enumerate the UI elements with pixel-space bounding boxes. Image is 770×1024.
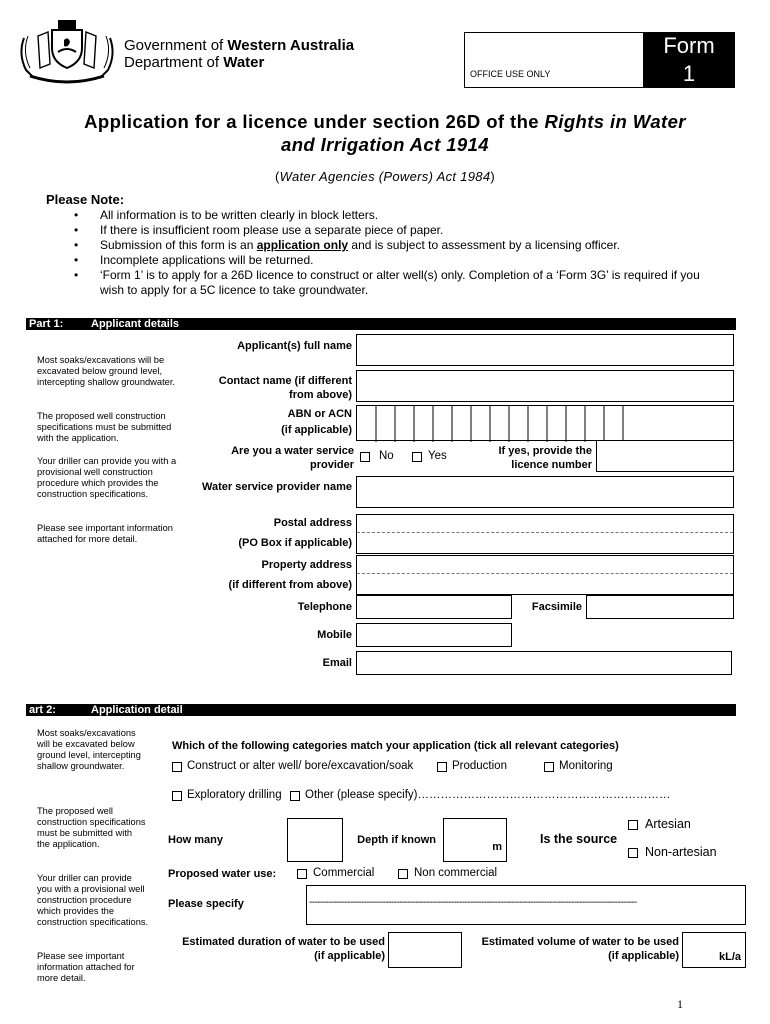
monitoring-label: Monitoring — [559, 760, 613, 772]
exploratory-label: Exploratory drilling — [187, 789, 282, 801]
part1-side-note-1: Most soaks/excavations will be excavated below ground level, intercepting shallow groundwater. — [37, 355, 175, 387]
water-use-label: Proposed water use: — [168, 868, 277, 880]
monitoring-checkbox[interactable] — [544, 762, 554, 772]
applicant-name-label: Applicant(s) full name — [237, 340, 352, 352]
office-use-label: OFFICE USE ONLY — [470, 69, 551, 79]
property-divider — [357, 573, 733, 574]
provider-name-label: Water service provider name — [202, 481, 352, 493]
construct-checkbox[interactable] — [172, 762, 182, 772]
specify-dashes: ------------------------------------------------------------------------------------------------------------------------ — [309, 897, 637, 908]
non-artesian-label: Non-artesian — [645, 845, 717, 859]
part2-number: art 2: — [29, 704, 56, 716]
commercial-checkbox[interactable] — [297, 869, 307, 879]
applicant-name-input[interactable] — [356, 334, 734, 366]
provider-no-label: No — [379, 450, 394, 462]
part2-side-note-3: Your driller can provide you with a provisional well construction procedure which provides the construction specifications. — [37, 873, 149, 927]
part1-side-note-2: The proposed well construction specifications must be submitted with the application. — [37, 411, 172, 443]
property-address-input[interactable] — [356, 555, 734, 595]
list-item: • ‘Form 1’ is to apply for a 26D licence to construct or alter well(s) only. Completion of a ‘Form 3G’ is required if you wish to apply for a 5C licence to take groundwater. — [60, 268, 720, 298]
how-many-label: How many — [168, 834, 224, 846]
form-number: 1 — [682, 61, 696, 86]
part1-header-bar — [26, 318, 736, 330]
part1-side-note-4: Please see important information attached for more detail. — [37, 523, 173, 544]
construct-label: Construct or alter well/ bore/excavation/soak — [187, 760, 414, 772]
source-label: Is the source — [540, 832, 618, 846]
categories-question: Which of the following categories match your application (tick all relevant categories) — [172, 740, 619, 752]
production-label: Production — [452, 760, 507, 772]
how-many-input[interactable] — [287, 818, 343, 862]
provider-yes-checkbox[interactable] — [412, 452, 422, 462]
notes-heading: Please Note: — [46, 192, 125, 207]
provider-name-input[interactable] — [356, 476, 734, 508]
list-item: • All information is to be written clearly in block letters. — [60, 208, 720, 223]
part2-side-note-4: Please see important information attached for more detail. — [37, 951, 135, 983]
list-item: • Submission of this form is an application only and is subject to assessment by a licensing officer. — [60, 238, 720, 253]
page-title: Application for a licence under section 26D of the Rights in Water and Irrigation Act 1914 — [84, 111, 686, 155]
non-artesian-checkbox[interactable] — [628, 848, 638, 858]
depth-label: Depth if known — [357, 834, 436, 846]
volume-unit: kL/a — [718, 951, 741, 963]
part2-title: Application detail — [91, 704, 183, 716]
telephone-input[interactable] — [356, 595, 512, 619]
page-number: 1 — [677, 997, 683, 1011]
postal-divider — [357, 532, 733, 533]
volume-label: Estimated volume of water to be used (if applicable) — [481, 936, 679, 962]
postal-address-input[interactable] — [356, 514, 734, 554]
subtitle: (Water Agencies (Powers) Act 1984) — [275, 169, 495, 184]
water-provider-label: Are you a water service provider — [231, 445, 354, 471]
exploratory-checkbox[interactable] — [172, 791, 182, 801]
abn-input[interactable] — [356, 405, 734, 441]
please-specify-label: Please specify — [168, 898, 244, 910]
form-word: Form — [663, 33, 715, 58]
licence-number-label: If yes, provide the licence number — [498, 445, 592, 471]
commercial-label: Commercial — [313, 867, 375, 879]
non-commercial-label: Non commercial — [414, 867, 498, 879]
facsimile-input[interactable] — [586, 595, 734, 619]
mobile-input[interactable] — [356, 623, 512, 647]
duration-label: Estimated duration of water to be used (if applicable) — [182, 936, 385, 962]
abn-cells — [357, 406, 735, 442]
postal-address-label: Postal address (PO Box if applicable) — [238, 517, 352, 549]
abn-label: ABN or ACN (if applicable) — [281, 408, 352, 436]
non-commercial-checkbox[interactable] — [398, 869, 408, 879]
mobile-label: Mobile — [317, 629, 352, 641]
crest-logo — [14, 18, 120, 90]
part2-header-bar — [26, 704, 736, 716]
depth-unit: m — [492, 841, 502, 853]
contact-name-label: Contact name (if different from above) — [218, 375, 352, 401]
part1-side-note-3: Your driller can provide you with a provisional well construction procedure which provides the construction specifications. — [37, 456, 177, 499]
part2-side-note-1: Most soaks/excavations will be excavated below ground level, intercepting shallow groundwater. — [37, 728, 141, 771]
list-item: • Incomplete applications will be returned. — [60, 253, 720, 268]
production-checkbox[interactable] — [437, 762, 447, 772]
government-name: Government of Western Australia — [124, 37, 355, 54]
provider-yes-label: Yes — [428, 450, 447, 462]
form-number-block — [643, 32, 735, 88]
email-input[interactable] — [356, 651, 732, 675]
provider-no-checkbox[interactable] — [360, 452, 370, 462]
list-item: • If there is insufficient room please use a separate piece of paper. — [60, 223, 720, 238]
artesian-label: Artesian — [645, 817, 691, 831]
volume-input[interactable] — [682, 932, 746, 968]
part2-side-note-2: The proposed well construction specifications must be submitted with the application. — [37, 806, 146, 849]
duration-input[interactable] — [388, 932, 462, 968]
department-name: Department of Water — [124, 54, 265, 71]
property-address-label: Property address (if different from above) — [228, 559, 352, 591]
please-specify-input[interactable] — [306, 885, 746, 925]
contact-name-input[interactable] — [356, 370, 734, 402]
artesian-checkbox[interactable] — [628, 820, 638, 830]
licence-number-input[interactable] — [596, 440, 734, 472]
other-checkbox[interactable] — [290, 791, 300, 801]
email-label: Email — [322, 657, 352, 669]
part1-number: Part 1: — [29, 318, 64, 330]
other-label: Other (please specify)………………………………………………………… — [305, 789, 671, 801]
depth-input[interactable] — [443, 818, 507, 862]
telephone-label: Telephone — [297, 601, 352, 613]
part1-title: Applicant details — [91, 318, 180, 330]
notes-list — [60, 208, 720, 298]
office-use-box — [464, 32, 734, 88]
facsimile-label: Facsimile — [531, 601, 582, 613]
